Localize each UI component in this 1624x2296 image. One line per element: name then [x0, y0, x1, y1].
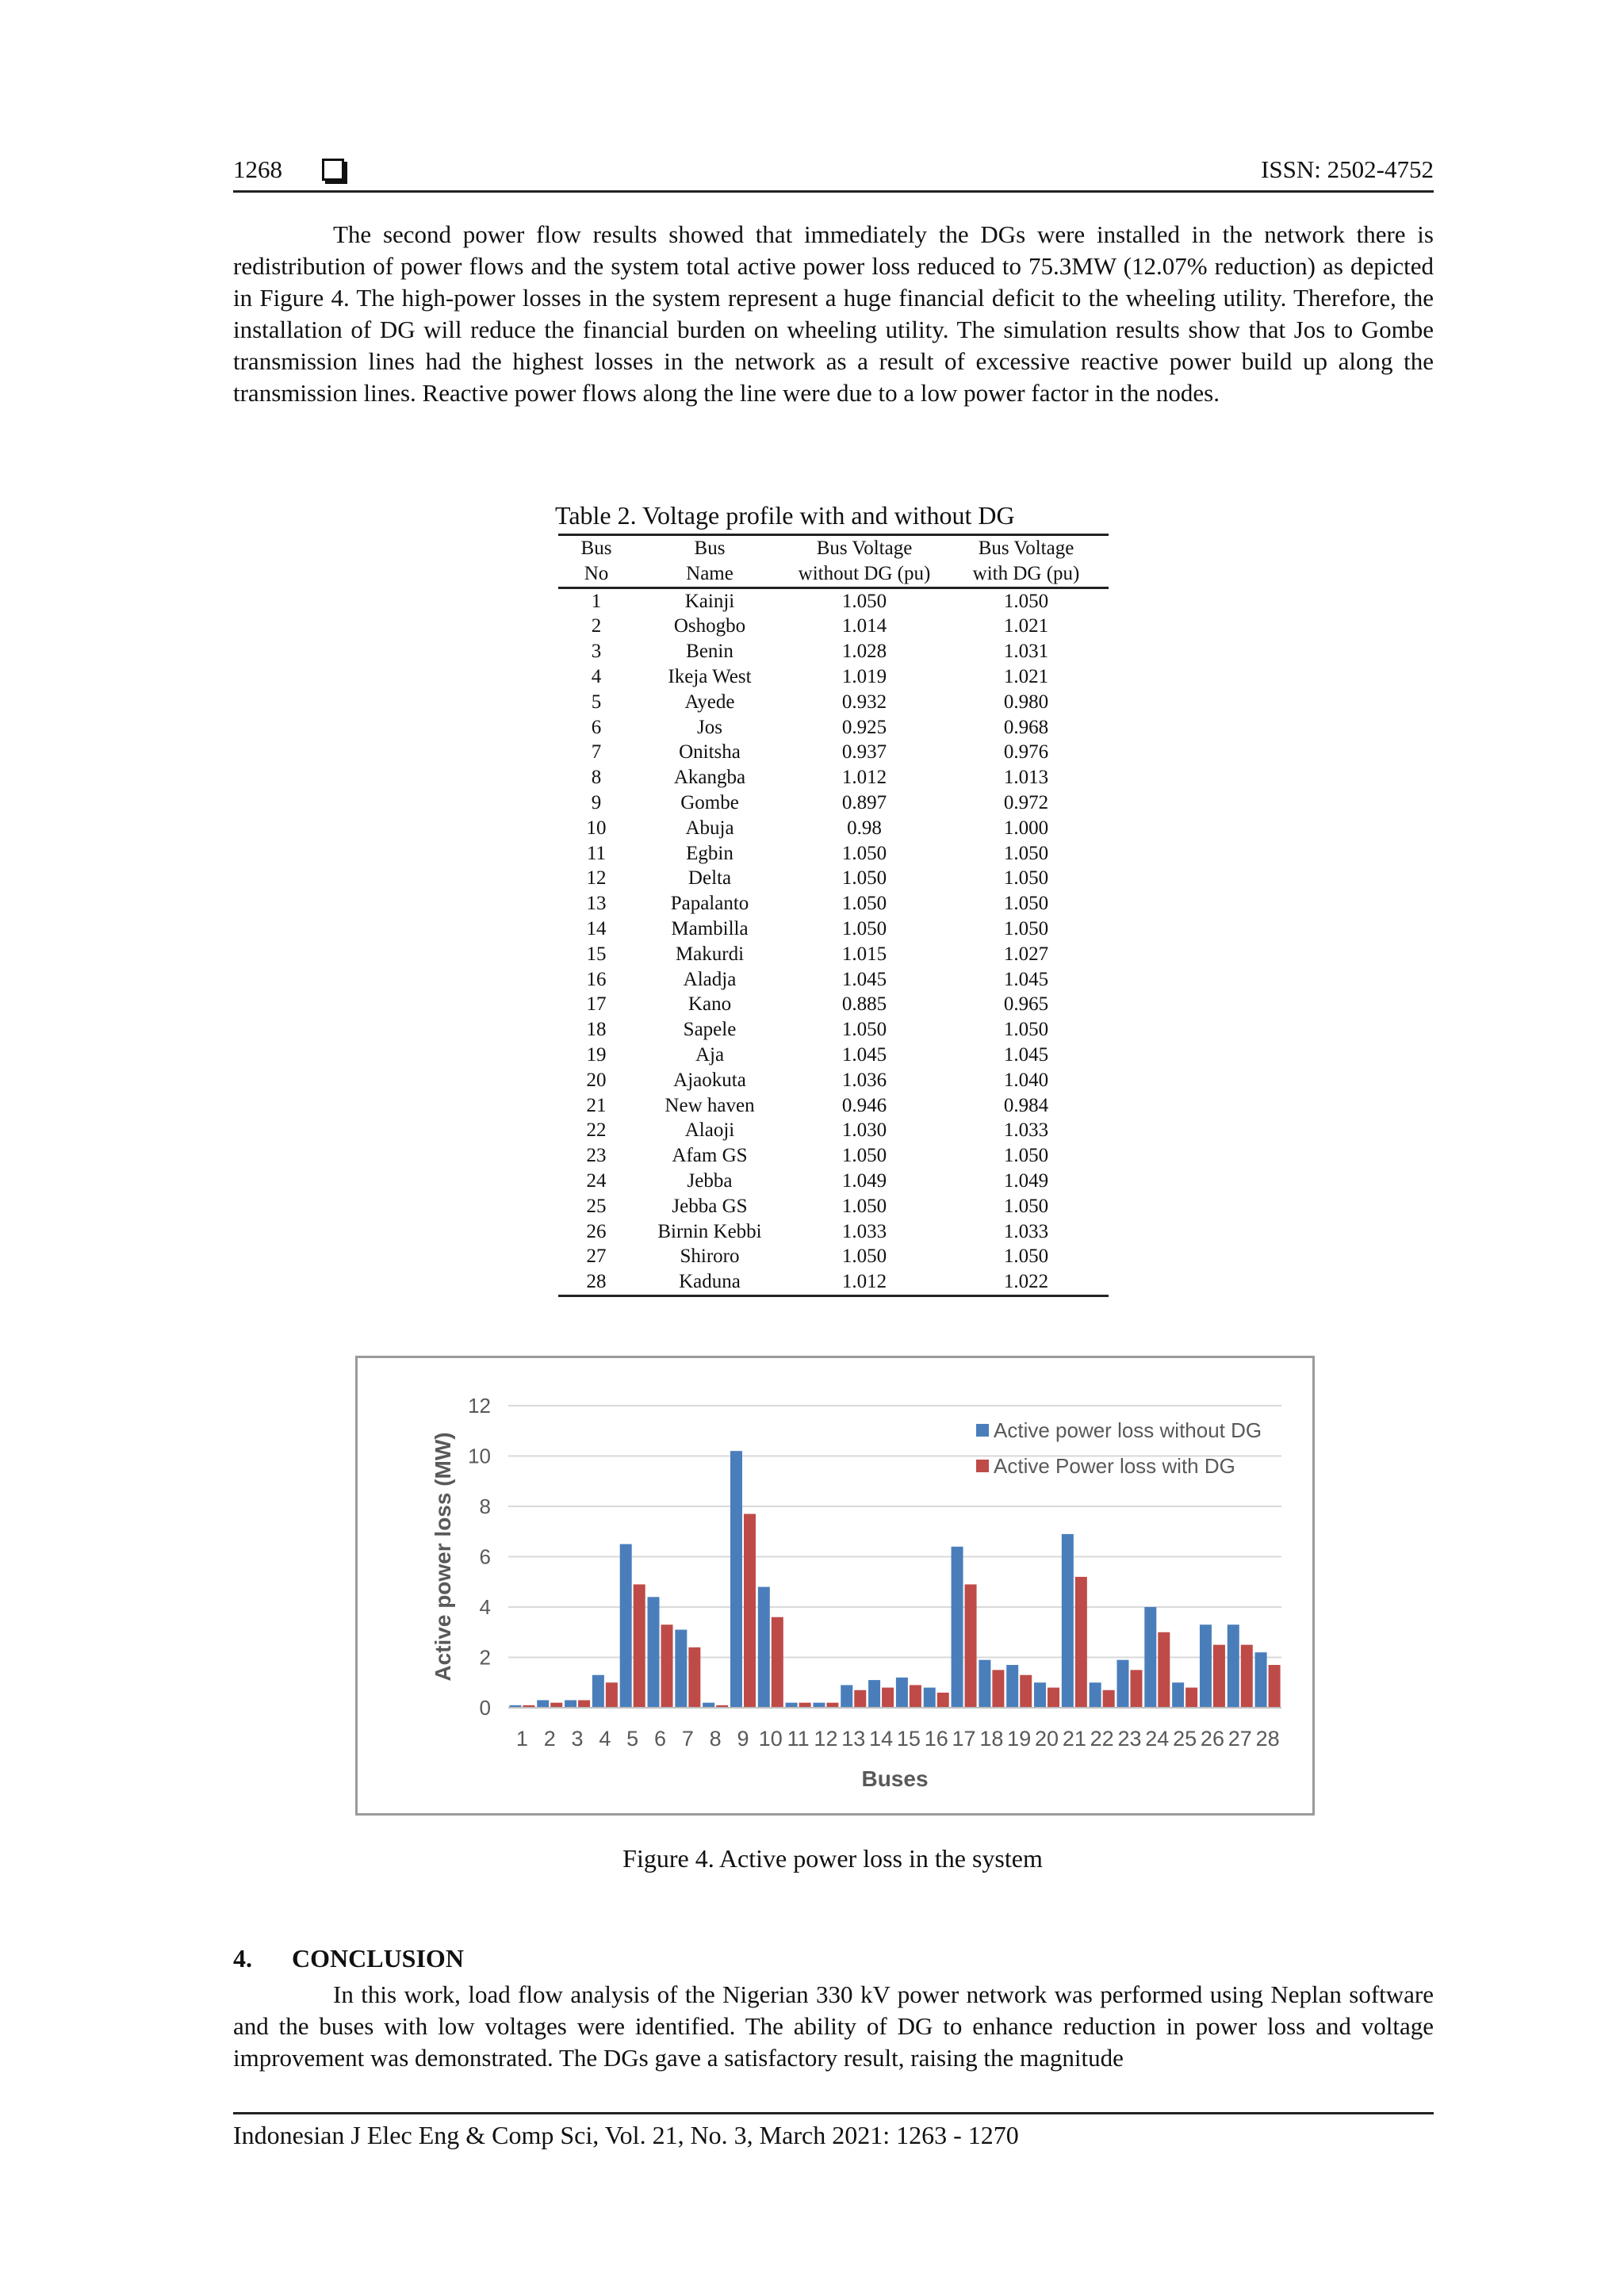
cell-voltage-without-dg: 1.036 — [841, 1069, 887, 1091]
cell-voltage-with-dg: 1.027 — [1003, 943, 1049, 965]
x-tick-label: 10 — [758, 1727, 783, 1751]
bar-without-dg — [1006, 1665, 1018, 1708]
cell-bus-no: 9 — [591, 791, 602, 813]
cell-bus-name: Jebba — [687, 1169, 733, 1192]
table-caption: Table 2. Voltage profile with and without DG — [555, 501, 1015, 530]
cell-voltage-with-dg: 1.050 — [1003, 1019, 1049, 1041]
cell-bus-name: Birnin Kebbi — [657, 1220, 762, 1242]
table-body — [558, 587, 1109, 1295]
x-tick-label: 9 — [737, 1727, 749, 1751]
cell-bus-name: Kaduna — [679, 1271, 741, 1293]
cell-voltage-with-dg: 0.968 — [1003, 716, 1049, 738]
cell-bus-no: 5 — [591, 691, 602, 713]
table-row — [558, 816, 1109, 841]
legend-label-with-dg: Active Power loss with DG — [994, 1454, 1235, 1478]
figure-caption: Figure 4. Active power loss in the system — [622, 1844, 1043, 1873]
x-tick-label: 19 — [1007, 1727, 1032, 1751]
cell-bus-name: New haven — [665, 1094, 755, 1116]
table-row — [558, 1143, 1109, 1169]
legend-swatch-with-dg — [976, 1460, 989, 1472]
table-row — [558, 1118, 1109, 1143]
x-tick-label: 23 — [1117, 1727, 1142, 1751]
cell-bus-name: Jos — [697, 716, 722, 738]
cell-voltage-without-dg: 0.885 — [841, 993, 887, 1016]
cell-voltage-without-dg: 1.045 — [841, 1043, 887, 1066]
cell-voltage-without-dg: 1.019 — [841, 665, 887, 687]
table-row — [558, 740, 1109, 765]
cell-voltage-without-dg: 1.050 — [841, 1019, 887, 1041]
y-axis-title: Active power loss (MW) — [431, 1432, 455, 1682]
x-tick-label: 6 — [654, 1727, 667, 1751]
header-bus-name-1: Bus — [694, 538, 726, 559]
cell-bus-name: Aladja — [683, 968, 737, 990]
voltage-profile-table — [558, 534, 1109, 1297]
bar-without-dg — [952, 1547, 963, 1708]
cell-voltage-with-dg: 1.000 — [1003, 817, 1049, 839]
x-tick-label: 17 — [952, 1727, 976, 1751]
x-tick-label: 13 — [841, 1727, 866, 1751]
cell-bus-no: 17 — [586, 993, 607, 1016]
cell-voltage-with-dg: 1.049 — [1003, 1169, 1049, 1192]
bar-without-dg — [648, 1597, 660, 1708]
table-row — [558, 1043, 1109, 1068]
bar-without-dg — [841, 1685, 852, 1708]
x-tick-label: 22 — [1090, 1727, 1114, 1751]
bar-with-dg — [1075, 1577, 1087, 1708]
bar-with-dg — [744, 1514, 756, 1708]
table-row — [558, 916, 1109, 942]
cell-voltage-with-dg: 1.050 — [1003, 893, 1049, 915]
bar-with-dg — [661, 1624, 673, 1708]
bar-without-dg — [1062, 1534, 1074, 1708]
bar-without-dg — [1090, 1682, 1101, 1708]
cell-voltage-without-dg: 1.012 — [841, 1271, 887, 1293]
cell-voltage-with-dg: 1.021 — [1003, 665, 1049, 687]
header-voltage-without-1: Bus Voltage — [816, 538, 913, 559]
x-tick-label: 2 — [543, 1727, 556, 1751]
bar-with-dg — [882, 1688, 894, 1708]
cell-voltage-without-dg: 1.050 — [841, 590, 887, 612]
cell-voltage-without-dg: 1.014 — [841, 615, 887, 637]
x-tick-label: 21 — [1062, 1727, 1086, 1751]
bar-without-dg — [1255, 1652, 1267, 1708]
table-row — [558, 992, 1109, 1017]
page-footer: Indonesian J Elec Eng & Comp Sci, Vol. 21, No. 3, March 2021: 1263 - 1270 — [233, 2112, 1434, 2150]
cell-voltage-with-dg: 0.972 — [1003, 791, 1049, 813]
cell-bus-name: Egbin — [686, 842, 733, 864]
cell-voltage-without-dg: 1.050 — [841, 1195, 887, 1217]
cell-voltage-without-dg: 1.015 — [841, 943, 887, 965]
cell-voltage-without-dg: 1.030 — [841, 1119, 887, 1142]
cell-bus-name: Kano — [688, 993, 732, 1016]
bar-without-dg — [620, 1544, 632, 1708]
bar-without-dg — [1144, 1607, 1156, 1708]
y-tick-label: 8 — [479, 1494, 491, 1518]
cell-voltage-without-dg: 1.050 — [841, 842, 887, 864]
x-tick-label: 25 — [1173, 1727, 1197, 1751]
cell-bus-no: 24 — [586, 1169, 607, 1192]
cell-voltage-with-dg: 1.050 — [1003, 1246, 1049, 1268]
x-tick-label: 15 — [896, 1727, 921, 1751]
bar-with-dg — [965, 1584, 977, 1708]
cell-voltage-with-dg: 0.980 — [1003, 691, 1049, 713]
bar-with-dg — [937, 1693, 949, 1708]
cell-bus-name: Kainji — [684, 590, 735, 612]
cell-voltage-without-dg: 0.925 — [841, 716, 887, 738]
cell-voltage-without-dg: 0.98 — [847, 817, 882, 839]
cell-bus-no: 14 — [586, 917, 607, 939]
table-row — [558, 866, 1109, 891]
cell-voltage-with-dg: 1.050 — [1003, 590, 1049, 612]
cell-voltage-with-dg: 1.033 — [1003, 1220, 1049, 1242]
section-number: 4. — [233, 1944, 252, 1973]
cell-bus-name: Ajaokuta — [673, 1069, 746, 1091]
bar-without-dg — [730, 1451, 742, 1708]
page-number: 1268 — [233, 155, 282, 183]
cell-voltage-with-dg: 1.033 — [1003, 1119, 1049, 1142]
bar-without-dg — [979, 1660, 990, 1708]
table-row — [558, 1194, 1109, 1219]
cell-voltage-with-dg: 0.984 — [1003, 1094, 1049, 1116]
cell-bus-name: Onitsha — [679, 741, 741, 763]
table-row — [558, 942, 1109, 967]
cell-voltage-without-dg: 1.012 — [841, 767, 887, 789]
page-header — [233, 152, 1434, 193]
table-row — [558, 1269, 1109, 1295]
cell-voltage-without-dg: 1.049 — [841, 1169, 887, 1192]
bar-without-dg — [896, 1678, 908, 1708]
cell-voltage-without-dg: 1.050 — [841, 1246, 887, 1268]
table-row — [558, 1068, 1109, 1093]
bar-with-dg — [1130, 1670, 1142, 1708]
table-row — [558, 1244, 1109, 1269]
table-row — [558, 587, 1109, 614]
cell-voltage-with-dg: 1.013 — [1003, 767, 1049, 789]
cell-voltage-with-dg: 1.050 — [1003, 867, 1049, 890]
bar-with-dg — [1269, 1665, 1281, 1708]
cell-bus-name: Abuja — [685, 817, 734, 839]
x-tick-label: 11 — [787, 1727, 810, 1751]
x-tick-label: 28 — [1255, 1727, 1280, 1751]
header-voltage-without-2: without DG (pu) — [798, 562, 931, 584]
x-tick-label: 18 — [979, 1727, 1004, 1751]
cell-bus-no: 7 — [591, 741, 602, 763]
table-row — [558, 790, 1109, 816]
cell-bus-name: Aja — [695, 1043, 725, 1066]
bar-with-dg — [854, 1690, 866, 1708]
table-row — [558, 967, 1109, 993]
bar-with-dg — [578, 1700, 590, 1708]
cell-voltage-without-dg: 1.028 — [841, 641, 887, 663]
bar-with-dg — [772, 1617, 783, 1708]
body-paragraph-conclusion: In this work, load flow analysis of the Nigerian 330 kV power network was performed using Neplan software and the buses with low voltages were identified. The ability of DG to enhance reduction in power loss and voltage improvement was demonstrated. The DGs gave a satisfactory result, raising the magnitude — [233, 1980, 1434, 2072]
cell-bus-no: 19 — [586, 1043, 607, 1066]
section-heading — [233, 1944, 464, 1973]
bar-with-dg — [992, 1670, 1004, 1708]
cell-bus-name: Papalanto — [670, 893, 749, 915]
x-tick-label: 1 — [515, 1727, 528, 1751]
bar-without-dg — [675, 1630, 687, 1708]
cell-bus-name: Gombe — [680, 791, 739, 813]
bar-without-dg — [1200, 1624, 1212, 1708]
cell-voltage-with-dg: 1.045 — [1003, 1043, 1049, 1066]
bar-without-dg — [758, 1587, 770, 1708]
bar-without-dg — [868, 1680, 880, 1708]
header-voltage-with-1: Bus Voltage — [978, 538, 1074, 559]
cell-voltage-without-dg: 0.937 — [841, 741, 887, 763]
bar-with-dg — [1241, 1645, 1253, 1708]
cell-voltage-without-dg: 1.050 — [841, 893, 887, 915]
cell-bus-no: 28 — [586, 1271, 607, 1293]
table-row — [558, 1169, 1109, 1194]
bar-chart — [358, 1358, 1308, 1808]
table-header — [558, 535, 1109, 588]
table-row — [558, 1093, 1109, 1119]
cell-voltage-with-dg: 1.050 — [1003, 1145, 1049, 1167]
cell-bus-no: 12 — [586, 867, 607, 890]
cell-bus-name: Delta — [688, 867, 732, 890]
cell-voltage-with-dg: 1.050 — [1003, 917, 1049, 939]
table-row — [558, 614, 1109, 639]
table-row — [558, 1017, 1109, 1043]
cell-bus-name: Jebba GS — [672, 1195, 748, 1217]
y-tick-label: 4 — [479, 1595, 491, 1619]
cell-voltage-with-dg: 1.031 — [1003, 641, 1049, 663]
y-tick-label: 6 — [479, 1544, 491, 1569]
bar-with-dg — [1158, 1632, 1170, 1708]
table-row — [558, 690, 1109, 715]
cell-voltage-with-dg: 1.050 — [1003, 842, 1049, 864]
bar-without-dg — [1034, 1682, 1046, 1708]
checkbox-square-icon — [322, 159, 344, 181]
bar-without-dg — [1172, 1682, 1184, 1708]
cell-voltage-without-dg: 1.050 — [841, 1145, 887, 1167]
x-tick-label: 4 — [599, 1727, 611, 1751]
cell-bus-name: Akangba — [673, 767, 746, 789]
x-tick-label: 3 — [571, 1727, 584, 1751]
cell-voltage-without-dg: 1.050 — [841, 917, 887, 939]
cell-bus-no: 26 — [586, 1220, 607, 1242]
cell-bus-no: 13 — [586, 893, 607, 915]
table-row — [558, 664, 1109, 690]
x-tick-label: 20 — [1034, 1727, 1059, 1751]
cell-bus-name: Mambilla — [671, 917, 749, 939]
bar-with-dg — [910, 1685, 921, 1708]
legend-swatch-without-dg — [976, 1424, 989, 1437]
cell-voltage-with-dg: 1.040 — [1003, 1069, 1049, 1091]
cell-voltage-with-dg: 1.021 — [1003, 615, 1049, 637]
x-tick-label: 8 — [709, 1727, 722, 1751]
bar-without-dg — [592, 1675, 604, 1708]
cell-bus-no: 1 — [591, 590, 602, 612]
cell-bus-no: 18 — [586, 1019, 607, 1041]
cell-bus-no: 8 — [591, 767, 602, 789]
cell-voltage-without-dg: 1.033 — [841, 1220, 887, 1242]
x-tick-label: 14 — [869, 1727, 894, 1751]
cell-voltage-with-dg: 1.050 — [1003, 1195, 1049, 1217]
cell-bus-no: 3 — [591, 641, 602, 663]
bar-with-dg — [1103, 1690, 1115, 1708]
y-tick-label: 2 — [479, 1645, 491, 1670]
x-tick-label: 24 — [1145, 1727, 1170, 1751]
bar-without-dg — [1228, 1624, 1239, 1708]
cell-bus-name: Makurdi — [675, 943, 745, 965]
header-voltage-with-2: with DG (pu) — [972, 562, 1080, 584]
cell-bus-no: 23 — [586, 1145, 607, 1167]
section-title: CONCLUSION — [292, 1944, 464, 1973]
table-row — [558, 639, 1109, 664]
cell-bus-name: Afam GS — [672, 1145, 748, 1167]
cell-bus-no: 6 — [591, 716, 602, 738]
bar-without-dg — [565, 1700, 576, 1708]
cell-bus-name: Benin — [686, 641, 733, 663]
bar-without-dg — [1116, 1660, 1128, 1708]
cell-bus-no: 15 — [586, 943, 607, 965]
bar-with-dg — [1213, 1645, 1225, 1708]
y-tick-label: 10 — [468, 1444, 491, 1468]
header-bus-no-2: No — [584, 562, 609, 584]
table-row — [558, 1219, 1109, 1245]
bar-with-dg — [1185, 1688, 1197, 1708]
cell-bus-name: Shiroro — [680, 1246, 740, 1268]
cell-bus-name: Ayede — [684, 691, 735, 713]
table-row — [558, 765, 1109, 790]
cell-bus-no: 25 — [586, 1195, 607, 1217]
cell-bus-no: 27 — [586, 1246, 607, 1268]
cell-voltage-without-dg: 0.932 — [841, 691, 887, 713]
cell-bus-name: Sapele — [683, 1019, 737, 1041]
cell-voltage-with-dg: 1.045 — [1003, 968, 1049, 990]
cell-bus-name: Alaoji — [684, 1119, 735, 1142]
figure-4-chart — [355, 1356, 1315, 1816]
cell-voltage-with-dg: 0.976 — [1003, 741, 1049, 763]
cell-bus-name: Ikeja West — [668, 665, 752, 687]
cell-voltage-without-dg: 1.050 — [841, 867, 887, 890]
x-tick-label: 12 — [814, 1727, 838, 1751]
x-tick-label: 16 — [924, 1727, 948, 1751]
x-tick-label: 5 — [626, 1727, 639, 1751]
cell-bus-no: 2 — [591, 615, 602, 637]
cell-voltage-without-dg: 0.946 — [841, 1094, 887, 1116]
cell-bus-name: Oshogbo — [673, 615, 746, 637]
cell-voltage-with-dg: 1.022 — [1003, 1271, 1049, 1293]
bar-without-dg — [924, 1688, 936, 1708]
bar-with-dg — [688, 1647, 700, 1708]
cell-bus-no: 21 — [586, 1094, 607, 1116]
x-axis-title: Buses — [861, 1766, 929, 1791]
header-bus-name-2: Name — [686, 562, 733, 584]
bar-with-dg — [634, 1584, 645, 1708]
cell-bus-no: 4 — [591, 665, 602, 687]
table-row — [558, 841, 1109, 867]
bar-without-dg — [537, 1700, 549, 1708]
y-tick-label: 0 — [479, 1696, 491, 1720]
issn-label: ISSN: 2502-4752 — [1261, 155, 1434, 183]
bar-with-dg — [1048, 1688, 1059, 1708]
bar-with-dg — [1020, 1675, 1032, 1708]
table-row — [558, 715, 1109, 740]
y-tick-label: 12 — [468, 1394, 491, 1418]
cell-bus-no: 20 — [586, 1069, 607, 1091]
cell-bus-no: 16 — [586, 968, 607, 990]
cell-bus-no: 10 — [586, 817, 607, 839]
cell-voltage-without-dg: 0.897 — [841, 791, 887, 813]
x-tick-label: 27 — [1228, 1727, 1252, 1751]
legend-label-without-dg: Active power loss without DG — [994, 1418, 1262, 1442]
x-tick-label: 26 — [1200, 1727, 1224, 1751]
cell-voltage-with-dg: 0.965 — [1003, 993, 1049, 1016]
header-bus-no-1: Bus — [580, 538, 612, 559]
cell-bus-no: 11 — [586, 842, 607, 864]
bar-with-dg — [606, 1682, 618, 1708]
x-tick-label: 7 — [681, 1727, 694, 1751]
body-paragraph-results: The second power flow results showed that immediately the DGs were installed in the network there is redistribution of power flows and the system total active power loss reduced to 75.3MW (12.07% reduction) as depicted in Figure 4. The high-power losses in the system represent a huge financial deficit to the wheeling utility. Therefore, the installation of DG will reduce the financial burden on wheeling utility. The simulation results show that Jos to Gombe transmission lines had the highest losses in the network as a result of excessive reactive power build up along the transmission lines. Reactive power flows along the line were due to a low power factor in the nodes. — [233, 220, 1434, 407]
cell-voltage-without-dg: 1.045 — [841, 968, 887, 990]
cell-bus-no: 22 — [586, 1119, 607, 1142]
table-row — [558, 891, 1109, 916]
